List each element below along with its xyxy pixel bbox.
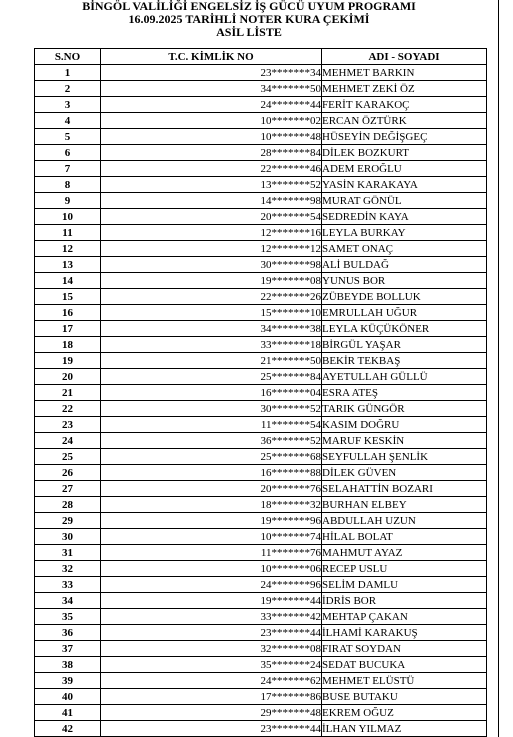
row-tc-kimlik: 24*******96 [101,577,322,593]
row-number: 34 [35,593,101,609]
row-full-name: RECEP USLU [322,561,487,577]
row-full-name: MURAT GÖNÜL [322,193,487,209]
table-row [35,497,487,513]
row-full-name: ADEM EROĞLU [322,161,487,177]
table-row [35,449,487,465]
row-full-name: YUNUS BOR [322,273,487,289]
row-tc-kimlik: 24*******62 [101,673,322,689]
header-title-line1: BİNGÖL VALİLİĞİ ENGELSİZ İŞ GÜCÜ UYUM PROGRAMI [82,0,416,13]
row-number: 36 [35,625,101,641]
row-tc-kimlik: 23*******44 [101,625,322,641]
row-number: 27 [35,481,101,497]
row-full-name: BEKİR TEKBAŞ [322,353,487,369]
row-tc-kimlik: 23*******44 [101,721,322,737]
row-number: 10 [35,209,101,225]
row-full-name: BUSE BUTAKU [322,689,487,705]
row-full-name: MEHMET ZEKİ ÖZ [322,81,487,97]
row-tc-kimlik: 20*******76 [101,481,322,497]
row-full-name: SELİM DAMLU [322,577,487,593]
row-number: 22 [35,401,101,417]
column-header-tc: T.C. KİMLİK NO [101,49,322,65]
row-number: 20 [35,369,101,385]
row-tc-kimlik: 36*******52 [101,433,322,449]
row-full-name: İLHAMİ KARAKUŞ [322,625,487,641]
table-row [35,193,487,209]
table-body [35,65,487,737]
row-number: 17 [35,321,101,337]
row-tc-kimlik: 25*******68 [101,449,322,465]
row-full-name: AYETULLAH GÜLLÜ [322,369,487,385]
row-number: 24 [35,433,101,449]
row-tc-kimlik: 12*******16 [101,225,322,241]
page-border-right [498,0,499,737]
row-tc-kimlik: 30*******52 [101,401,322,417]
row-tc-kimlik: 19*******44 [101,593,322,609]
table-row [35,353,487,369]
row-number: 2 [35,81,101,97]
row-tc-kimlik: 13*******52 [101,177,322,193]
row-tc-kimlik: 33*******42 [101,609,322,625]
row-tc-kimlik: 21*******50 [101,353,322,369]
table-row [35,481,487,497]
row-number: 6 [35,145,101,161]
row-tc-kimlik: 29*******48 [101,705,322,721]
table-row [35,609,487,625]
row-number: 26 [35,465,101,481]
table-row [35,113,487,129]
row-number: 4 [35,113,101,129]
row-tc-kimlik: 19*******96 [101,513,322,529]
row-number: 29 [35,513,101,529]
row-full-name: HÜSEYİN DEĞİŞGEÇ [322,129,487,145]
row-full-name: DİLEK BOZKURT [322,145,487,161]
table-row [35,225,487,241]
table-row [35,209,487,225]
table-row [35,689,487,705]
row-number: 25 [35,449,101,465]
row-number: 33 [35,577,101,593]
row-tc-kimlik: 19*******08 [101,273,322,289]
row-full-name: ERCAN ÖZTÜRK [322,113,487,129]
header-title-line2: 16.09.2025 TARİHLİ NOTER KURA ÇEKİMİ [128,12,370,26]
row-full-name: SEYFULLAH ŞENLİK [322,449,487,465]
row-tc-kimlik: 34*******50 [101,81,322,97]
table-row [35,241,487,257]
table-row [35,657,487,673]
row-number: 40 [35,689,101,705]
column-header-sno: S.NO [35,49,101,65]
table-row [35,465,487,481]
row-number: 11 [35,225,101,241]
table-row [35,81,487,97]
column-header-name: ADI - SOYADI [322,49,487,65]
table-row [35,321,487,337]
table-row [35,561,487,577]
row-number: 5 [35,129,101,145]
row-tc-kimlik: 35*******24 [101,657,322,673]
table-row [35,641,487,657]
table-header-row [35,49,487,65]
row-number: 31 [35,545,101,561]
row-number: 1 [35,65,101,81]
row-full-name: FIRAT SOYDAN [322,641,487,657]
row-full-name: TARIK GÜNGÖR [322,401,487,417]
row-number: 21 [35,385,101,401]
row-number: 37 [35,641,101,657]
table-row [35,337,487,353]
table-row [35,673,487,689]
table-row [35,289,487,305]
table-row [35,273,487,289]
row-full-name: EKREM OĞUZ [322,705,487,721]
row-full-name: İLHAN YILMAZ [322,721,487,737]
row-full-name: SEDAT BUCUKA [322,657,487,673]
row-number: 19 [35,353,101,369]
table-row [35,721,487,737]
row-full-name: MAHMUT AYAZ [322,545,487,561]
table-row [35,593,487,609]
row-tc-kimlik: 32*******08 [101,641,322,657]
table-row [35,145,487,161]
row-full-name: ZÜBEYDE BOLLUK [322,289,487,305]
row-full-name: ALİ BULDAĞ [322,257,487,273]
row-full-name: BURHAN ELBEY [322,497,487,513]
row-full-name: FERİT KARAKOÇ [322,97,487,113]
row-number: 13 [35,257,101,273]
row-tc-kimlik: 16*******88 [101,465,322,481]
asil-liste-table [34,48,487,737]
row-tc-kimlik: 18*******32 [101,497,322,513]
row-number: 38 [35,657,101,673]
row-tc-kimlik: 23*******34 [101,65,322,81]
row-number: 3 [35,97,101,113]
row-number: 14 [35,273,101,289]
row-full-name: MEHTAP ÇAKAN [322,609,487,625]
row-full-name: SELAHATTİN BOZARI [322,481,487,497]
row-tc-kimlik: 33*******18 [101,337,322,353]
row-number: 42 [35,721,101,737]
table-row [35,257,487,273]
row-number: 30 [35,529,101,545]
table-row [35,577,487,593]
row-full-name: LEYLA KÜÇÜKÖNER [322,321,487,337]
row-full-name: EMRULLAH UĞUR [322,305,487,321]
row-number: 16 [35,305,101,321]
row-tc-kimlik: 22*******46 [101,161,322,177]
table-row [35,177,487,193]
row-number: 8 [35,177,101,193]
table-row [35,129,487,145]
row-tc-kimlik: 24*******44 [101,97,322,113]
table-row [35,705,487,721]
row-tc-kimlik: 16*******04 [101,385,322,401]
row-full-name: KASIM DOĞRU [322,417,487,433]
row-tc-kimlik: 10*******06 [101,561,322,577]
row-tc-kimlik: 25*******84 [101,369,322,385]
row-full-name: ABDULLAH UZUN [322,513,487,529]
row-full-name: MEHMET ELÜSTÜ [322,673,487,689]
header-title-line3: ASİL LİSTE [216,25,282,39]
row-tc-kimlik: 22*******26 [101,289,322,305]
row-tc-kimlik: 34*******38 [101,321,322,337]
row-full-name: İDRİS BOR [322,593,487,609]
table-row [35,529,487,545]
row-tc-kimlik: 11*******76 [101,545,322,561]
row-number: 35 [35,609,101,625]
row-full-name: MEHMET BARKIN [322,65,487,81]
table-row [35,97,487,113]
row-number: 15 [35,289,101,305]
table-row [35,305,487,321]
row-number: 18 [35,337,101,353]
row-number: 32 [35,561,101,577]
row-number: 41 [35,705,101,721]
table-row [35,433,487,449]
row-tc-kimlik: 10*******02 [101,113,322,129]
table-row [35,625,487,641]
row-tc-kimlik: 15*******10 [101,305,322,321]
document-header [0,0,498,39]
table-row [35,545,487,561]
row-full-name: SEDREDİN KAYA [322,209,487,225]
row-number: 7 [35,161,101,177]
row-number: 12 [35,241,101,257]
table-row [35,417,487,433]
row-tc-kimlik: 14*******98 [101,193,322,209]
row-full-name: YASİN KARAKAYA [322,177,487,193]
row-tc-kimlik: 12*******12 [101,241,322,257]
row-tc-kimlik: 28*******84 [101,145,322,161]
row-full-name: SAMET ONAÇ [322,241,487,257]
row-full-name: ESRA ATEŞ [322,385,487,401]
table-row [35,385,487,401]
table-row [35,369,487,385]
row-full-name: MARUF KESKİN [322,433,487,449]
row-full-name: LEYLA BURKAY [322,225,487,241]
row-full-name: BİRGÜL YAŞAR [322,337,487,353]
row-number: 39 [35,673,101,689]
row-tc-kimlik: 10*******48 [101,129,322,145]
row-tc-kimlik: 20*******54 [101,209,322,225]
row-number: 9 [35,193,101,209]
table-row [35,513,487,529]
row-tc-kimlik: 30*******98 [101,257,322,273]
row-full-name: HİLAL BOLAT [322,529,487,545]
table-row [35,401,487,417]
row-tc-kimlik: 10*******74 [101,529,322,545]
row-tc-kimlik: 17*******86 [101,689,322,705]
row-tc-kimlik: 11*******54 [101,417,322,433]
row-full-name: DİLEK GÜVEN [322,465,487,481]
table-row [35,65,487,81]
table-row [35,161,487,177]
row-number: 23 [35,417,101,433]
row-number: 28 [35,497,101,513]
